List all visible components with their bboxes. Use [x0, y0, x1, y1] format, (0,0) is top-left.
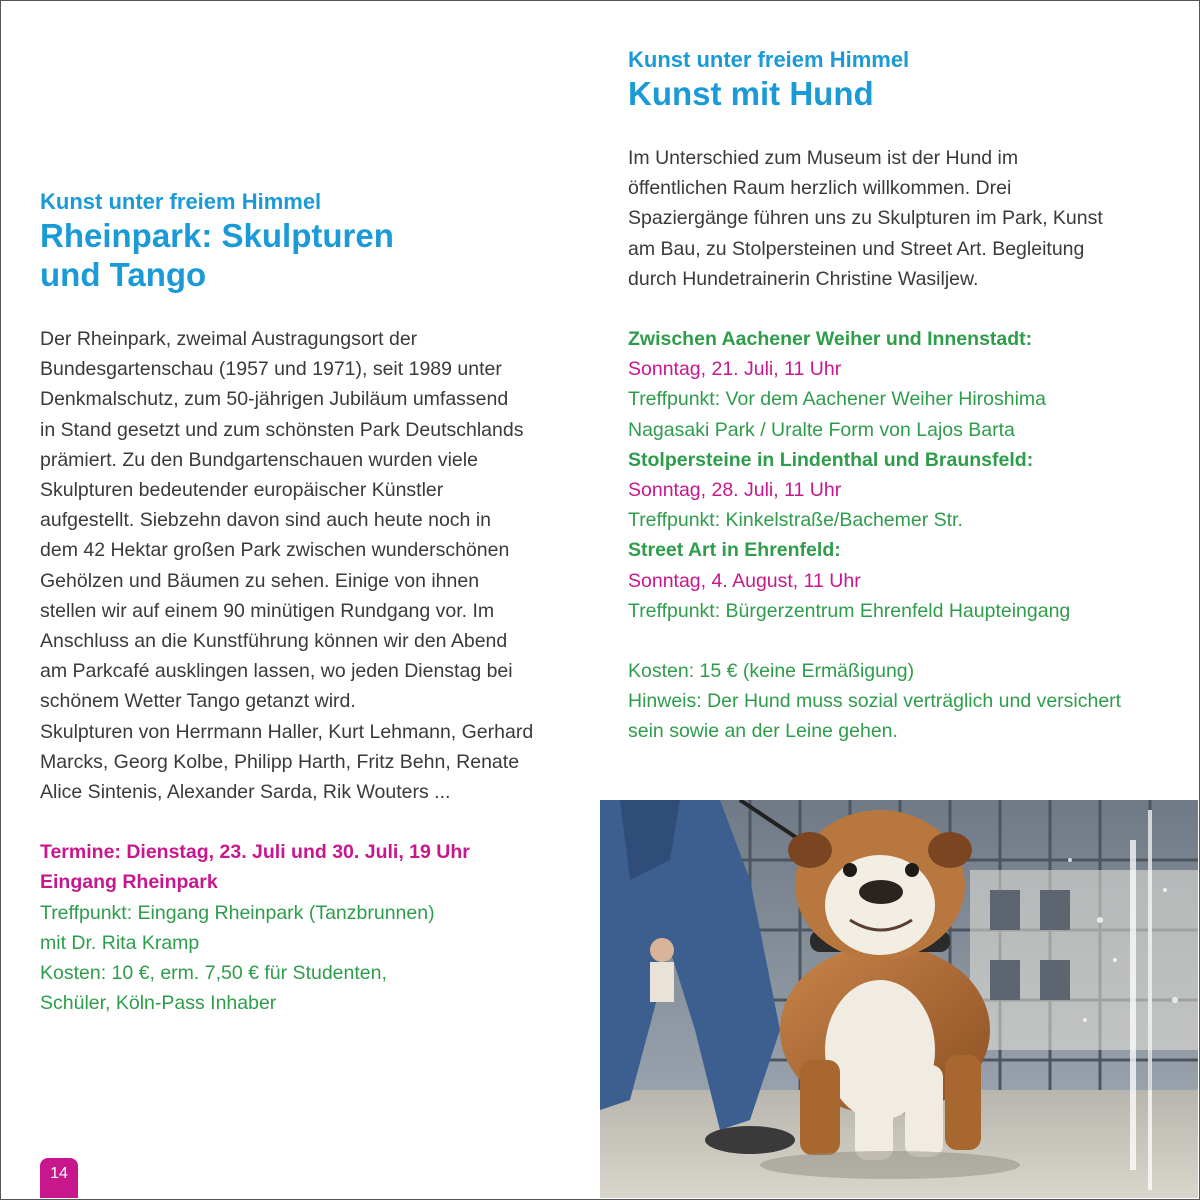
walk-heading: Street Art in Ehrenfeld:	[628, 539, 841, 562]
left-info	[40, 898, 585, 1019]
intro-line: am Bau, zu Stolpersteinen und Street Art. Begleitung	[628, 237, 1085, 260]
body-line: aufgestellt. Siebzehn davon sind auch heute noch in	[40, 509, 491, 532]
intro-line: Im Unterschied zum Museum ist der Hund im	[628, 147, 1019, 169]
body-line: Skulpturen bedeutender europäischer Künstler	[40, 479, 444, 502]
page-number: 14	[40, 1158, 78, 1198]
dates-line: Termine: Dienstag, 23. Juli und 30. Juli, 19 Uhr	[40, 841, 470, 864]
body-line: am Parkcafé ausklingen lassen, wo jeden Dienstag bei	[40, 660, 513, 683]
dates-line: Eingang Rheinpark	[40, 871, 218, 894]
intro-line: durch Hundetrainerin Christine Wasiljew.	[628, 267, 979, 290]
walk-meeting: Treffpunkt: Bürgerzentrum Ehrenfeld Haupteingang	[628, 599, 1071, 622]
left-dates	[40, 837, 585, 897]
body-line: Denkmalschutz, zum 50-jährigen Jubiläum umfassend	[40, 388, 509, 411]
cost-line: Kosten: 15 € (keine Ermäßigung)	[628, 660, 915, 683]
note-line: Hinweis: Der Hund muss sozial verträglich und versichert	[628, 690, 1122, 713]
body-line: dem 42 Hektar großen Park zwischen wunderschönen	[40, 539, 510, 562]
walk-item	[628, 535, 1178, 626]
body-line: prämiert. Zu den Bundgartenschauen wurden viele	[40, 448, 478, 471]
body-line: Bundesgartenschau (1957 und 1971), seit 1989 unter	[40, 358, 502, 381]
walk-heading: Zwischen Aachener Weiher und Innenstadt:	[628, 328, 1033, 351]
left-title-line: und Tango	[40, 256, 207, 293]
walk-date: Sonntag, 4. August, 11 Uhr	[628, 569, 861, 592]
body-line: Anschluss an die Kunstführung können wir den Abend	[40, 630, 508, 653]
right-cost-info	[628, 656, 1178, 747]
body-line: Gehölzen und Bäumen zu sehen. Einige von ihnen	[40, 569, 480, 592]
right-kicker: Kunst unter freiem Himmel	[628, 47, 910, 72]
info-line: mit Dr. Rita Kramp	[40, 931, 200, 954]
right-intro	[628, 143, 1178, 294]
body-line: Alice Sintenis, Alexander Sarda, Rik Wouters ...	[40, 781, 451, 804]
body-line: schönem Wetter Tango getanzt wird.	[40, 690, 356, 713]
walk-date: Sonntag, 21. Juli, 11 Uhr	[628, 358, 842, 381]
left-body-text	[40, 324, 585, 807]
body-line: Skulpturen von Herrmann Haller, Kurt Lehmann, Gerhard	[40, 720, 534, 743]
intro-line: öffentlichen Raum herzlich willkommen. Drei	[628, 177, 1012, 200]
left-article	[40, 188, 585, 1018]
right-title: Kunst mit Hund	[628, 75, 874, 112]
body-line: stellen wir auf einem 90 minütigen Rundgang vor. Im	[40, 599, 495, 622]
walks-list	[628, 324, 1178, 626]
walk-item	[628, 324, 1178, 445]
bulldog-photo	[600, 800, 1198, 1198]
bulldog-photo-illustration	[600, 800, 1198, 1198]
walk-meeting: Nagasaki Park / Uralte Form von Lajos Barta	[628, 418, 1015, 441]
left-title-line: Rheinpark: Skulpturen	[40, 217, 394, 254]
note-line: sein sowie an der Leine gehen.	[628, 720, 898, 743]
walk-item	[628, 445, 1178, 536]
walk-meeting: Treffpunkt: Kinkelstraße/Bachemer Str.	[628, 509, 963, 532]
body-line: in Stand gesetzt und zum schönsten Park Deutschlands	[40, 418, 524, 441]
info-line: Kosten: 10 €, erm. 7,50 € für Studenten,	[40, 962, 387, 985]
body-line: Der Rheinpark, zweimal Austragungsort der	[40, 328, 418, 350]
info-line: Schüler, Köln-Pass Inhaber	[40, 992, 277, 1015]
intro-line: Spaziergänge führen uns zu Skulpturen im Park, Kunst	[628, 207, 1103, 230]
left-kicker: Kunst unter freiem Himmel	[40, 189, 322, 214]
info-line: Treffpunkt: Eingang Rheinpark (Tanzbrunnen)	[40, 901, 435, 924]
left-title	[40, 216, 585, 294]
right-article	[628, 46, 1178, 747]
walk-meeting: Treffpunkt: Vor dem Aachener Weiher Hiroshima	[628, 388, 1047, 411]
body-line: Marcks, Georg Kolbe, Philipp Harth, Fritz Behn, Renate	[40, 750, 520, 773]
walk-date: Sonntag, 28. Juli, 11 Uhr	[628, 479, 842, 502]
walk-heading: Stolpersteine in Lindenthal und Braunsfeld:	[628, 448, 1034, 471]
